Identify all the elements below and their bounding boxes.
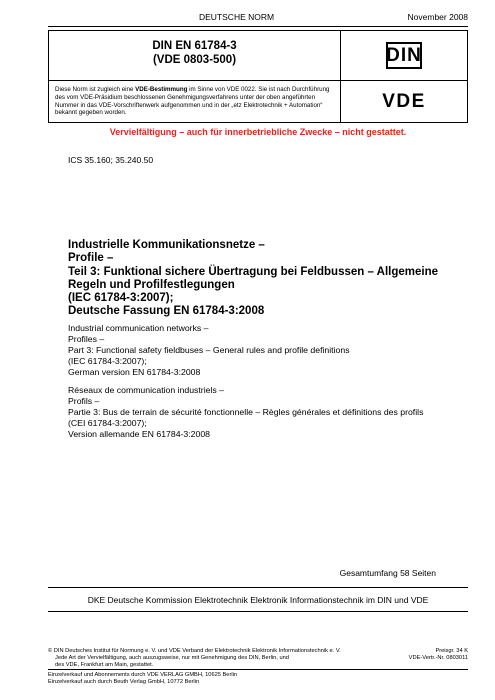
note-text-1: Diese Norm ist zugleich eine (55, 86, 136, 93)
title-fr-line: Partie 3: Bus de terrain de sécurité fonctionnelle – Règles générales et définitions des profils (68, 407, 424, 417)
price-group: Preisgr. 34 K (435, 648, 468, 654)
title-fr-line: Version allemande EN 61784-3:2008 (68, 429, 210, 439)
title-en-line: Part 3: Functional safety fieldbuses – General rules and profile definitions (68, 345, 350, 355)
publication-date: November 2008 (407, 12, 468, 22)
ics-code: ICS 35.160; 35.240.50 (68, 155, 154, 165)
standard-number (49, 39, 340, 67)
committee-rule-bottom (48, 611, 468, 612)
sales-info (48, 672, 237, 686)
total-pages: Gesamtumfang 58 Seiten (339, 568, 436, 578)
standard-number-box (48, 30, 468, 81)
vde-classification-box (48, 81, 468, 123)
title-de-line: (IEC 61784-3:2007); (68, 292, 174, 305)
title-fr-line: Réseaux de communication industriels – (68, 385, 224, 395)
vde-number: (VDE 0803-500) (152, 54, 237, 66)
title-de-line: Teil 3: Funktional sichere Übertragung bei Feldbussen – Allgemeine (68, 265, 438, 278)
note-bold-term: VDE-Bestimmung (135, 86, 188, 93)
title-de-line: Deutsche Fassung EN 61784-3:2008 (68, 305, 265, 318)
title-en-line: Profiles – (68, 334, 105, 344)
vde-logo-cell (341, 81, 467, 122)
reproduction-notice: Vervielfältigung – auch für innerbetriebliche Zwecke – nicht gestattet. (109, 127, 407, 137)
title-de-line: Regeln und Profilfestlegungen (68, 278, 235, 291)
din-en-number: DIN EN 61784-3 (152, 40, 237, 52)
din-logo: DIN (386, 42, 422, 69)
price-info (409, 648, 468, 662)
title-fr-line: (CEI 61784-3:2007); (68, 418, 147, 428)
title-english (68, 323, 458, 378)
sales-line: Einzelverkauf auch durch Beuth Verlag GmbH, 10772 Berlin (48, 679, 200, 685)
footer-rule (48, 669, 468, 670)
committee-rule-top (48, 587, 468, 588)
committee-name: DKE Deutsche Kommission Elektrotechnik Elektronik Informationstechnik im DIN und VDE (87, 595, 429, 605)
copyright-notice (48, 648, 348, 669)
copyright-line: des VDE, Frankfurt am Main, gestattet. (55, 662, 154, 668)
copyright-line: Jede Art der Vervielfältigung, auch auszugsweise, nur mit Genehmigung des DIN, Berlin, und (55, 655, 289, 661)
copyright-line: © DIN Deutsches Institut für Normung e. V. und VDE Verband der Elektrotechnik Elektronik Informationstechnik e. V. (48, 648, 341, 654)
title-fr-line: Profils – (68, 396, 100, 406)
document-type: DEUTSCHE NORM (199, 12, 275, 22)
title-en-line: Industrial communication networks – (68, 323, 209, 333)
title-en-line: German version EN 61784-3:2008 (68, 367, 201, 377)
standard-number-cell (49, 31, 341, 80)
vde-logo: VDE (382, 90, 426, 112)
title-de-line: Profile – (68, 252, 114, 265)
title-german (68, 239, 458, 319)
note-text-2: im Sinne von VDE 0022. Sie ist nach Durchführung des vom VDE-Präsidium beschlossenen Genehmigungsverfahrens unter der oben angeführten Nummer in das VDE-Vorschriftenwerk aufgenommen und in der „etz Elektrotechnik + Automation“ bekannt gegeben worden. (55, 86, 330, 117)
din-logo-cell (341, 31, 467, 80)
classification-note-cell (49, 81, 341, 122)
title-en-line: (IEC 61784-3:2007); (68, 356, 147, 366)
title-de-line: Industrielle Kommunikationsnetze – (68, 239, 265, 251)
title-french (68, 385, 458, 440)
header-rule (48, 26, 468, 27)
sales-line: Einzelverkauf und Abonnements durch VDE VERLAG GMBH, 10625 Berlin (48, 672, 238, 678)
classification-note (55, 86, 335, 117)
vde-order-number: VDE-Vertr.-Nr. 0803011 (408, 655, 468, 661)
